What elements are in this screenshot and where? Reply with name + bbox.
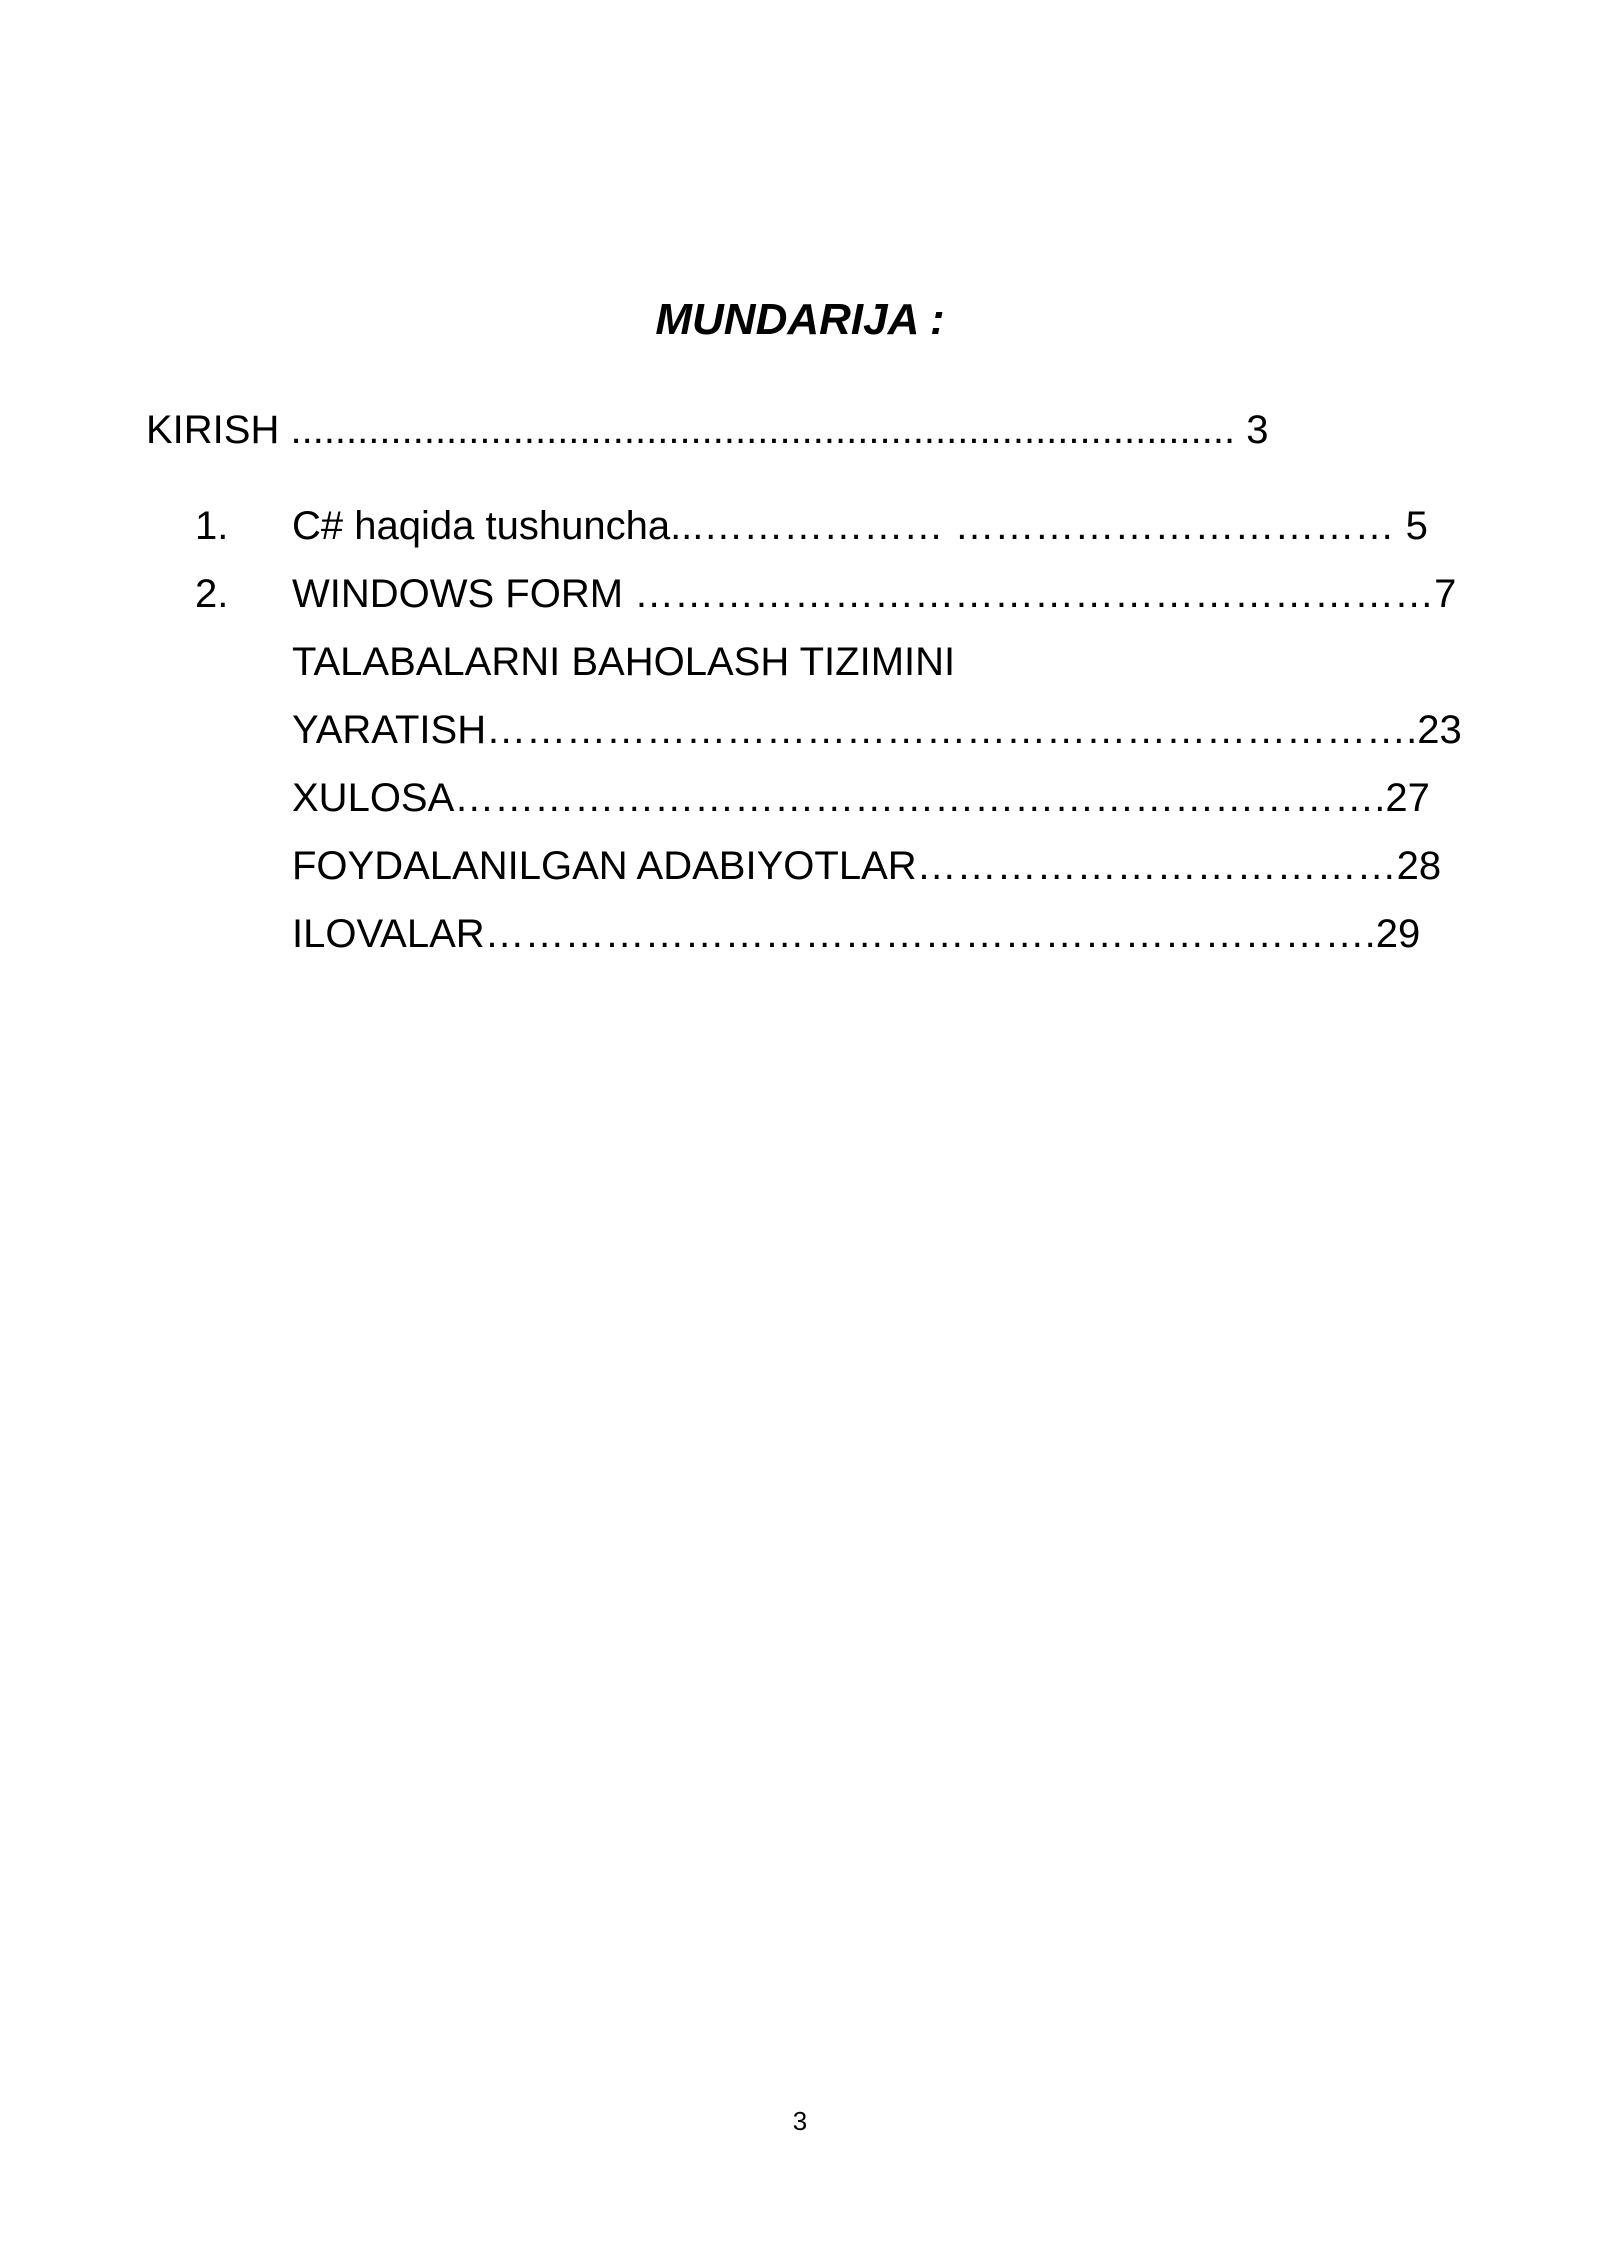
- toc-entry-1-number: 1.: [195, 504, 229, 548]
- toc-entry-3-line1: TALABALARNI BAHOLASH TIZIMINI: [292, 640, 956, 684]
- toc-entry-adabiyotlar: FOYDALANILGAN ADABIYOTLAR………………………………28: [292, 844, 1442, 888]
- toc-entry-2-number: 2.: [195, 572, 229, 616]
- toc-entry-ilovalar: ILOVALAR………………………………………………………….29: [292, 912, 1421, 956]
- toc-entry-xulosa: XULOSA…………………………………………………………….27: [292, 776, 1430, 820]
- toc-title: MUNDARIJA :: [655, 295, 945, 344]
- page-number: 3: [792, 2106, 808, 2136]
- toc-entry-kirish: KIRISH ..................................................................................... 3: [146, 408, 1269, 452]
- toc-entry-1-text: C# haqida tushuncha...……………… …………………………… 5: [292, 504, 1428, 548]
- toc-entry-3-line2: YARATISH…………………………………………………………….23: [292, 708, 1462, 752]
- toc-entry-2-text: WINDOWS FORM ……………………………………………………7: [292, 572, 1457, 616]
